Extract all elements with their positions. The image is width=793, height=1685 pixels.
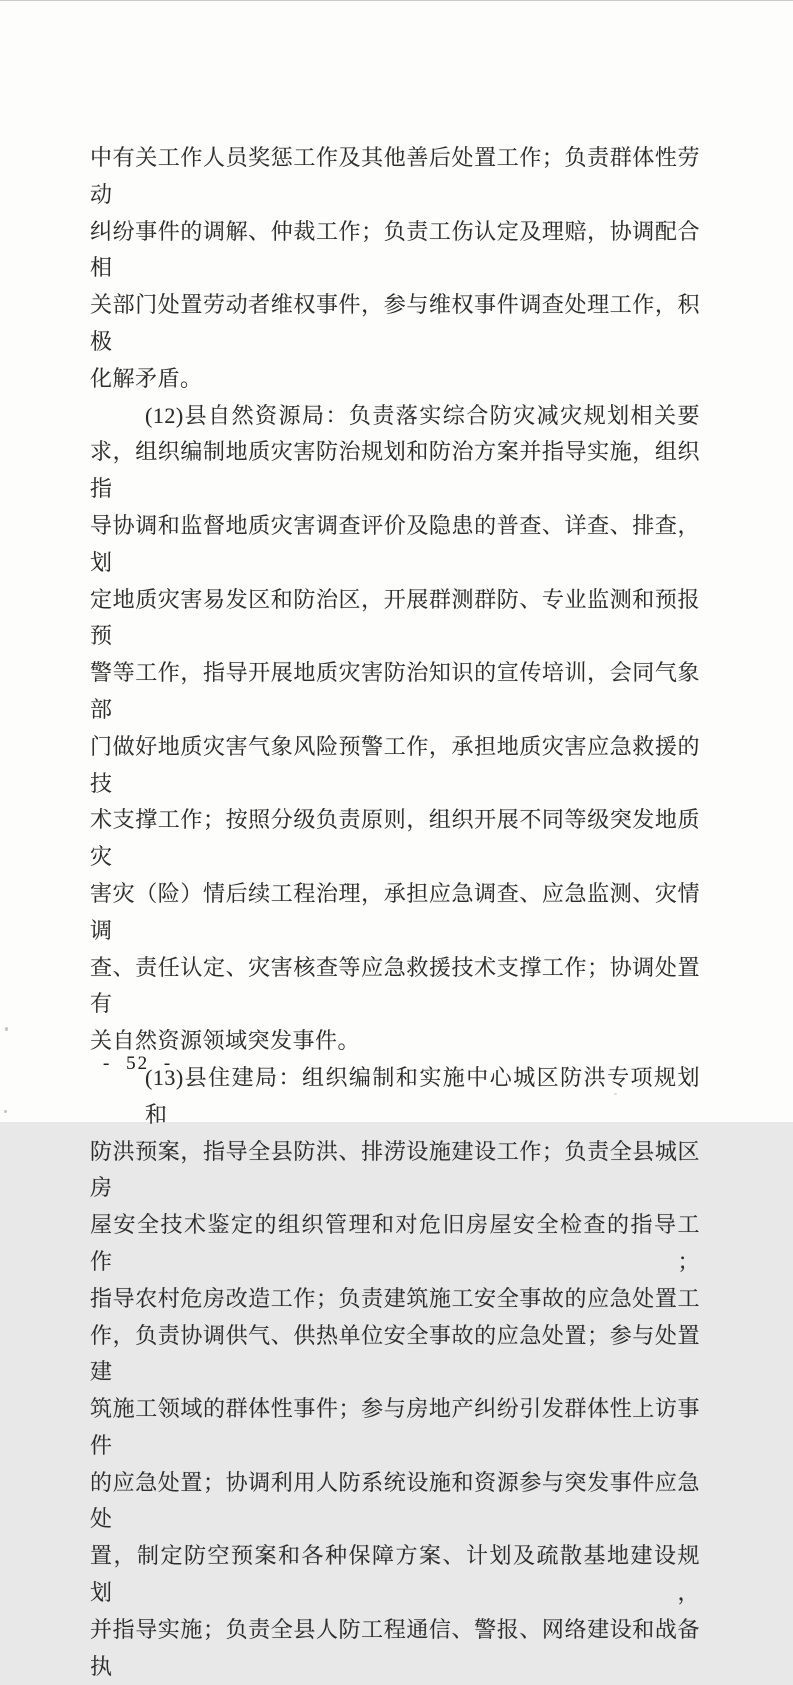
text-line: 作，负责协调供气、供热单位安全事故的应急处置；参与处置建 — [90, 1322, 700, 1385]
text-line: 置，制定防空预案和各种保障方案、计划及疏散基地建设规划， — [90, 1543, 700, 1606]
text-line: (13)县住建局：组织编制和实施中心城区防洪专项规划和 — [145, 1064, 700, 1127]
text-line: 术支撑工作；按照分级负责原则，组织开展不同等级突发地质灾 — [90, 807, 700, 870]
paragraph — [90, 398, 700, 1060]
paragraph — [90, 140, 700, 398]
text-line: 纠纷事件的调解、仲裁工作；负责工伤认定及理赔，协调配合相 — [90, 218, 700, 281]
text-line: 定地质灾害易发区和防治区，开展群测群防、专业监测和预报预 — [90, 586, 700, 649]
text-line: 警等工作，指导开展地质灾害防治知识的宣传培训，会同气象部 — [90, 660, 700, 722]
document-body — [90, 140, 700, 1685]
paragraph-container — [90, 140, 700, 1685]
text-line: 防洪预案，指导全县防洪、排涝设施建设工作；负责全县城区房 — [90, 1138, 700, 1201]
text-line: 导协调和监督地质灾害调查评价及隐患的普查、详查、排查，划 — [90, 512, 700, 575]
text-line: 查、责任认定、灾害核查等应急救援技术支撑工作；协调处置有 — [90, 954, 700, 1017]
text-line: 求，组织编制地质灾害防治规划和防治方案并指导实施，组织指 — [90, 439, 700, 502]
scan-edge-artifact — [0, 0, 793, 1]
scan-speck — [5, 1027, 8, 1031]
text-line: 指导农村危房改造工作；负责建筑施工安全事故的应急处置工 — [90, 1285, 700, 1311]
text-line: 并指导实施；负责全县人防工程通信、警报、网络建设和战备执 — [90, 1616, 700, 1679]
text-line: 害灾（险）情后续工程治理，承担应急调查、应急监测、灾情调 — [90, 880, 700, 943]
text-line: 的应急处置；协调利用人防系统设施和资源参与突发事件应急处 — [90, 1469, 700, 1532]
text-line: 关部门处置劳动者维权事件，参与维权事件调查处理工作，积极 — [90, 292, 700, 354]
text-line: 中有关工作人员奖惩工作及其他善后处置工作；负责群体性劳动 — [90, 145, 700, 207]
scan-speck — [4, 1110, 7, 1113]
page-number: - 52 - — [103, 1053, 173, 1074]
text-line: 屋安全技术鉴定的组织管理和对危旧房屋安全检查的指导工作； — [90, 1212, 700, 1274]
text-line: 化解矛盾。 — [90, 365, 203, 391]
text-line: 门做好地质灾害气象风险预警工作，承担地质灾害应急救援的技 — [90, 733, 700, 796]
text-line: (12)县自然资源局：负责落实综合防灾减灾规划相关要 — [145, 402, 700, 428]
paragraph — [90, 1060, 700, 1685]
text-line: 关自然资源领域突发事件。 — [90, 1028, 361, 1054]
text-line: 筑施工领域的群体性事件；参与房地产纠纷引发群体性上访事件 — [90, 1396, 700, 1458]
